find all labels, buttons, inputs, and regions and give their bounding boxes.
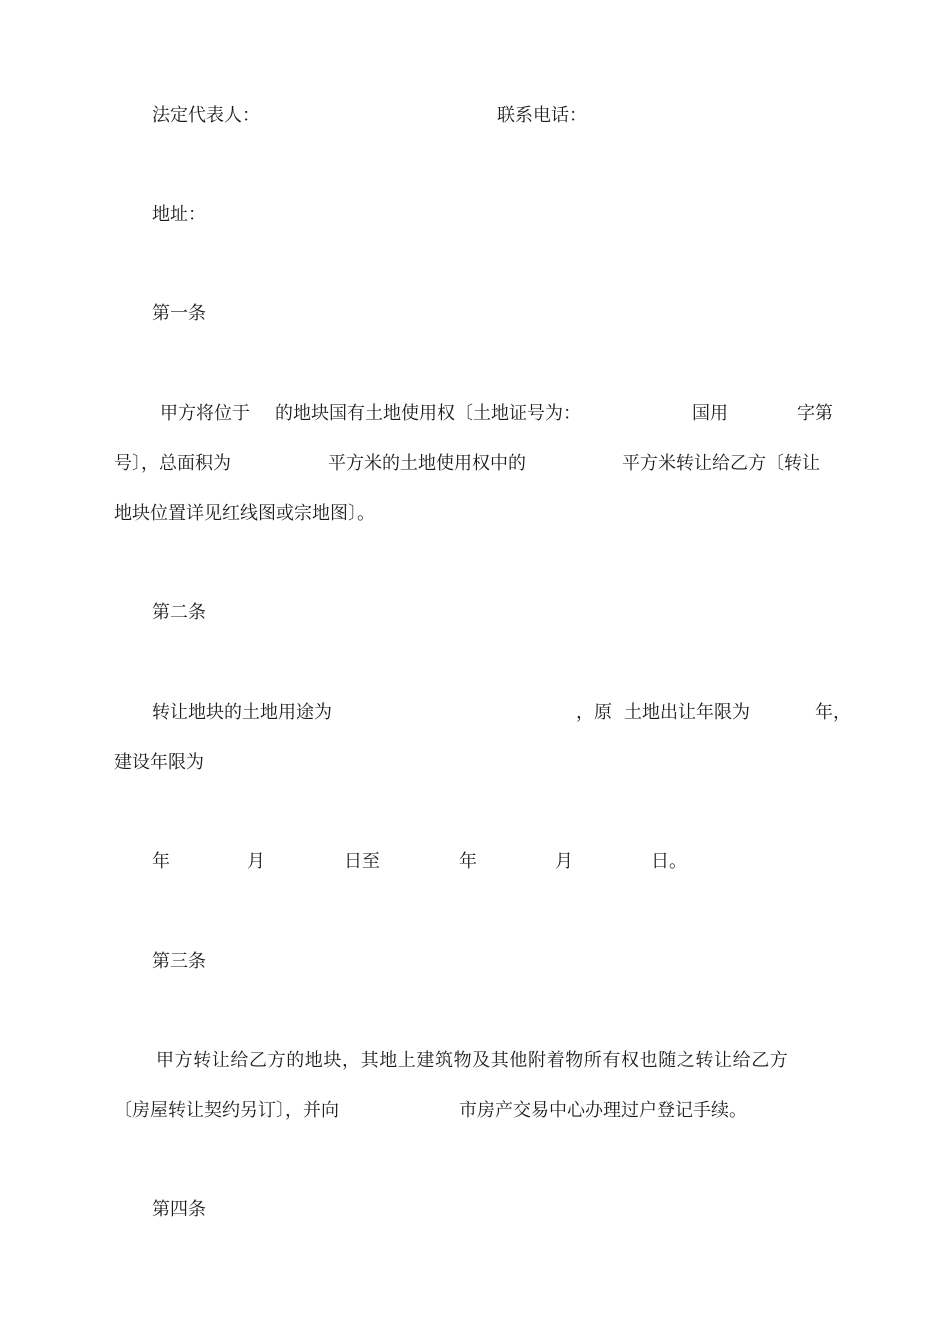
article-2-line2: 建设年限为 [114, 752, 204, 773]
date-month-1: 月 [247, 851, 265, 872]
article-1-line3: 地块位置详见红线图或宗地图〕。 [114, 503, 375, 524]
date-year-1: 年 [152, 851, 170, 872]
article-3-line1-text: 甲方转让给乙方的地块，其地上建筑物及其他附着物所有权也随之转让给乙方 [156, 1050, 789, 1071]
legal-rep-label: 法定代表人： [152, 105, 260, 126]
article-1-seg-2: 的地块国有土地使用权〔土地证号为： [275, 403, 581, 424]
article-1-seg-4: 字第 [797, 403, 833, 424]
article-1-heading: 第一条 [152, 303, 206, 324]
article-4-heading: 第四条 [152, 1199, 206, 1220]
article-3-line2-seg-2: 市房产交易中心办理过户登记手续。 [459, 1100, 747, 1121]
article-2-heading: 第二条 [152, 602, 206, 623]
article-1-line2-seg-3: 平方米转让给乙方〔转让 [622, 453, 820, 474]
article-3-line2-seg-1: 〔房屋转让契约另订〕，并向 [114, 1100, 339, 1121]
article-2-seg-1: 转让地块的土地用途为 [152, 702, 332, 723]
date-day-2: 日。 [651, 851, 687, 872]
date-year-2: 年 [459, 851, 477, 872]
article-2-seg-4: 年， [815, 702, 851, 723]
article-2-seg-3: 土地出让年限为 [624, 702, 750, 723]
article-1-line2-seg-2: 平方米的土地使用权中的 [328, 453, 526, 474]
article-1-seg-3: 国用 [692, 403, 728, 424]
address-label: 地址： [152, 204, 206, 225]
date-month-2: 月 [555, 851, 573, 872]
article-2-seg-2: ，原 [576, 702, 612, 723]
article-1-seg-1: 甲方将位于 [160, 403, 250, 424]
article-3-line1 [156, 1049, 836, 1073]
article-3-heading: 第三条 [152, 951, 206, 972]
phone-label: 联系电话： [497, 105, 587, 126]
date-day-1: 日至 [344, 851, 380, 872]
article-1-line2-seg-1: 号〕，总面积为 [114, 453, 231, 474]
